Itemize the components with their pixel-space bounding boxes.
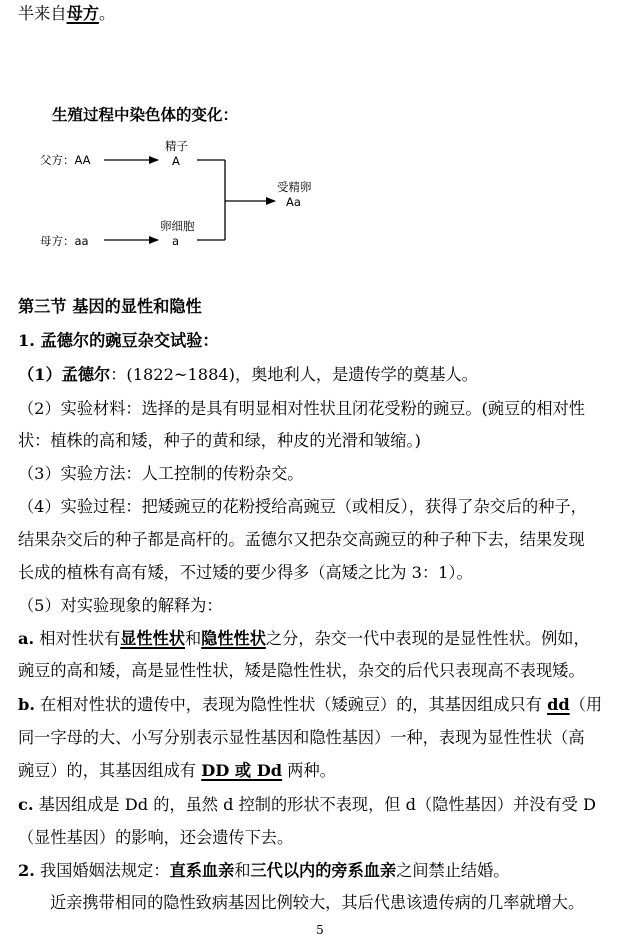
p4-line2: 结果杂交后的种子都是高杆的。孟德尔又把杂交高豌豆的种子种下去，结果发现 [18, 530, 585, 549]
top-line-suffix: 。 [98, 4, 116, 23]
pb-line3-b: 两种。 [282, 761, 336, 780]
p1-line [18, 364, 626, 386]
diagram-title: 生殖过程中染色体的变化： [52, 106, 239, 124]
item2-text3: 之间禁止结婚。 [396, 861, 510, 880]
pb-line2: 同一字母的大、小写分别表示显性基因和隐性基因）一种，表现为显性性状（高 [18, 728, 585, 747]
pb-dd: dd [547, 695, 570, 714]
top-line-emph: 母方 [66, 4, 99, 23]
zygote-label: 受精卵 [277, 180, 312, 194]
diagram-lines [0, 130, 640, 260]
pc-line1 [18, 794, 626, 816]
pb-text2: （用 [569, 695, 603, 714]
pa-prefix: a. [18, 629, 35, 648]
pa-text1: 相对性状有 [34, 629, 121, 648]
p3-line1: （3）实验方法：人工控制的传粉杂交。 [18, 464, 304, 483]
section-title: 第三节 基因的显性和隐性 [18, 297, 202, 316]
chromosome-diagram [0, 130, 640, 260]
top-line [18, 3, 626, 25]
item2-text1: 我国婚姻法规定： [34, 861, 170, 880]
pb-line3-emph: DD 或 Dd [201, 761, 283, 780]
item2-line1 [18, 860, 626, 882]
item2-prefix: 2. [18, 861, 35, 880]
p4-line3: 长成的植株有高有矮，不过矮的要少得多（高矮之比为 3：1）。 [18, 563, 473, 582]
item2-line2: 近亲携带相同的隐性致病基因比例较大，其后代患该遗传病的几率就增大。 [50, 893, 585, 912]
item2-emph1: 直系血亲 [169, 861, 235, 880]
sperm-gene: A [172, 154, 180, 168]
p2-line2: 状：植株的高和矮，种子的黄和绿，种皮的光滑和皱缩。) [18, 431, 421, 450]
pc-line1-text: 基因组成是 Dd 的，虽然 d 控制的形状不表现，但 d（隐性基因）并没有受 D [33, 795, 596, 814]
p1-label: （1）孟德尔 [18, 365, 111, 384]
egg-label: 卵细胞 [160, 219, 195, 233]
p5-line1: （5）对实验现象的解释为： [18, 596, 223, 615]
item1-title: 1. 孟德尔的豌豆杂交试验： [18, 331, 219, 350]
sperm-label: 精子 [165, 139, 188, 153]
pb-line1 [18, 694, 626, 716]
pc-prefix: c. [18, 795, 34, 814]
page-number: 5 [316, 923, 324, 937]
mother-label: 母方：aa [40, 234, 89, 248]
pa-line2: 豌豆的高和矮，高是显性性状，矮是隐性性状，杂交的后代只表现高不表现矮。 [18, 661, 585, 680]
top-line-text: 半来自 [18, 4, 67, 23]
pa-and: 和 [184, 629, 202, 648]
pa-recessive: 隐性性状 [201, 629, 266, 648]
item2-emph2: 三代以内的旁系血亲 [250, 861, 397, 880]
p2-line1: （2）实验材料：选择的是具有明显相对性状且闭花受粉的豌豆。(豌豆的相对性 [18, 399, 585, 418]
pb-line3-a: 豌豆）的，其基因组成有 [18, 761, 202, 780]
egg-gene: a [172, 234, 180, 248]
pb-prefix: b. [18, 695, 35, 714]
item2-text2: 和 [234, 861, 251, 880]
pa-text2: 之分，杂交一代中表现的是显性性状。例如， [265, 629, 590, 648]
zygote-gene: Aa [286, 195, 301, 209]
p1-text: ：(1822~1884)，奥地利人，是遗传学的奠基人。 [110, 365, 478, 384]
pa-line1 [18, 628, 626, 650]
pa-dominant: 显性性状 [120, 629, 185, 648]
p4-line1: （4）实验过程：把矮豌豆的花粉授给高豌豆（或相反），获得了杂交后的种子， [18, 497, 587, 516]
pb-line3 [18, 760, 626, 782]
pb-text1: 在相对性状的遗传中，表现为隐性性状（矮豌豆）的，其基因组成只有 [34, 695, 548, 714]
pc-line2: （显性基因）的影响，还会遗传下去。 [18, 828, 294, 847]
father-label: 父方：AA [40, 153, 91, 167]
